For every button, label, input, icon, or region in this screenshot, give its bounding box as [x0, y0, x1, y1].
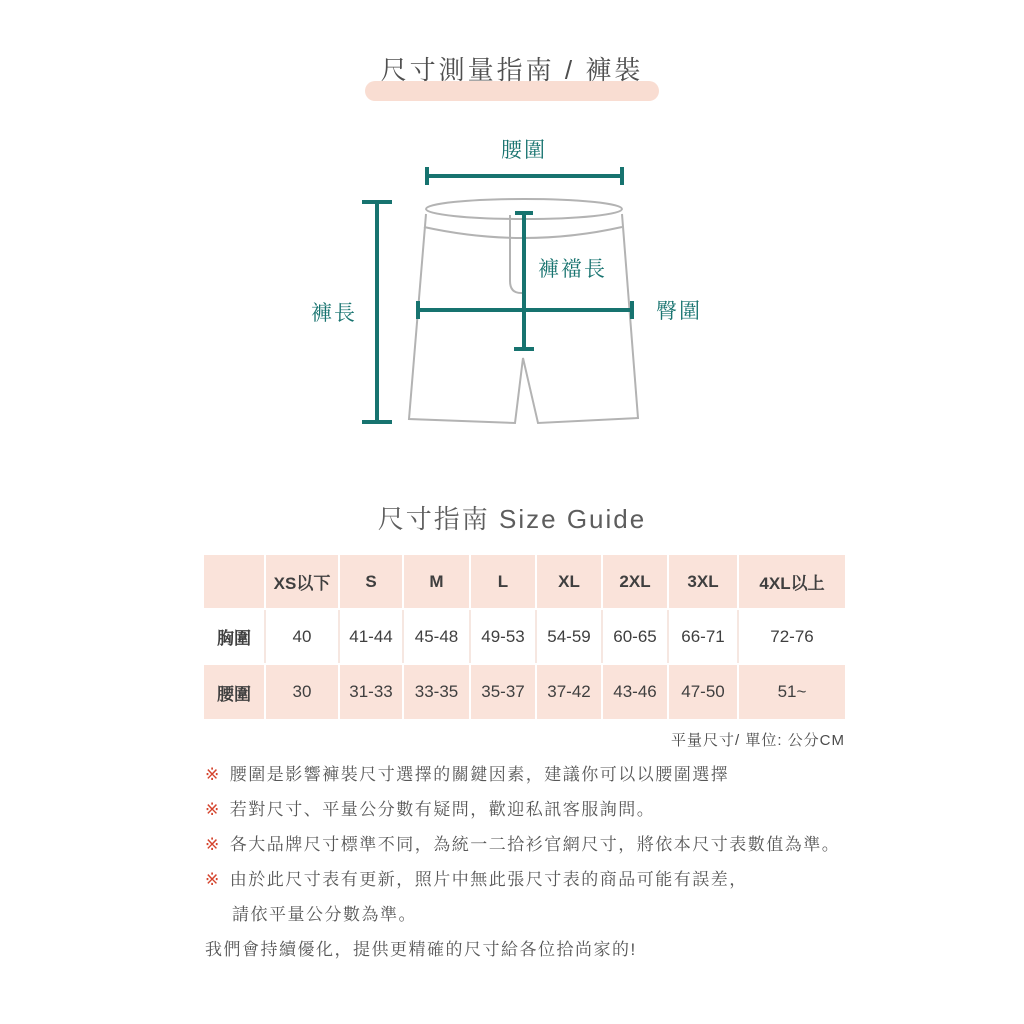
hip-label: 臀圍 — [656, 300, 702, 323]
notes-section — [205, 757, 885, 967]
table-cell: 41-44 — [339, 609, 403, 664]
note-marker-icon: ※ — [205, 765, 221, 784]
table-cell: 31-33 — [339, 664, 403, 719]
column-header-2xl: 2XL — [602, 555, 668, 609]
page-title-row — [0, 52, 1024, 93]
row-label-chest: 胸圍 — [204, 609, 265, 664]
note-marker-icon: ※ — [205, 835, 221, 854]
note-text: 由於此尺寸表有更新，照片中無此張尺寸表的商品可能有誤差， — [229, 870, 748, 889]
table-row-waist — [204, 664, 845, 719]
crotch-length-measure-line — [514, 213, 534, 349]
pants-length-label: 褲長 — [311, 302, 357, 325]
size-guide-heading: 尺寸指南 Size Guide — [377, 504, 647, 534]
corner-cell — [204, 555, 265, 609]
column-header-m: M — [403, 555, 470, 609]
size-table — [204, 555, 845, 719]
note-item — [205, 792, 885, 827]
table-cell: 35-37 — [470, 664, 536, 719]
table-cell: 33-35 — [403, 664, 470, 719]
table-cell: 40 — [265, 609, 339, 664]
table-cell: 66-71 — [668, 609, 738, 664]
table-cell: 47-50 — [668, 664, 738, 719]
table-cell: 30 — [265, 664, 339, 719]
fly-seam — [510, 215, 524, 293]
note-text: 各大品牌尺寸標準不同，為統一二拾衫官網尺寸，將依本尺寸表數值為準。 — [229, 835, 841, 854]
note-item — [205, 757, 885, 792]
note-text: 若對尺寸、平量公分數有疑問，歡迎私訊客服詢問。 — [229, 800, 656, 819]
note-marker-icon: ※ — [205, 870, 221, 889]
waist-measure-line — [427, 167, 622, 185]
column-header-s: S — [339, 555, 403, 609]
table-cell: 45-48 — [403, 609, 470, 664]
crotch-length-label: 褲襠長 — [538, 258, 607, 281]
unit-note: 平量尺寸/ 單位: 公分CM — [671, 732, 845, 749]
column-header-xs: XS以下 — [265, 555, 339, 609]
footer-message: 我們會持續優化，提供更精確的尺寸給各位拾尚家的! — [205, 940, 637, 959]
pants-measurement-diagram — [290, 135, 730, 465]
size-table-header-row — [204, 555, 845, 609]
page-title: 尺寸測量指南 / 褲裝 — [380, 55, 644, 85]
column-header-3xl: 3XL — [668, 555, 738, 609]
table-cell: 72-76 — [738, 609, 845, 664]
note-item — [205, 827, 885, 862]
note-text: 腰圍是影響褲裝尺寸選擇的關鍵因素，建議你可以以腰圍選擇 — [229, 765, 730, 784]
table-cell: 60-65 — [602, 609, 668, 664]
table-cell: 43-46 — [602, 664, 668, 719]
table-row-chest — [204, 609, 845, 664]
column-header-xl: XL — [536, 555, 602, 609]
waist-label: 腰圍 — [501, 139, 547, 162]
column-header-4xl: 4XL以上 — [738, 555, 845, 609]
pants-length-measure-line — [362, 202, 392, 422]
table-cell: 54-59 — [536, 609, 602, 664]
table-cell: 49-53 — [470, 609, 536, 664]
column-header-l: L — [470, 555, 536, 609]
note-continuation: 請依平量公分數為準。 — [232, 905, 417, 924]
table-cell: 37-42 — [536, 664, 602, 719]
row-label-waist: 腰圍 — [204, 664, 265, 719]
table-cell: 51~ — [738, 664, 845, 719]
page-title-wrap — [381, 52, 644, 93]
note-item — [205, 862, 885, 897]
note-marker-icon: ※ — [205, 800, 221, 819]
